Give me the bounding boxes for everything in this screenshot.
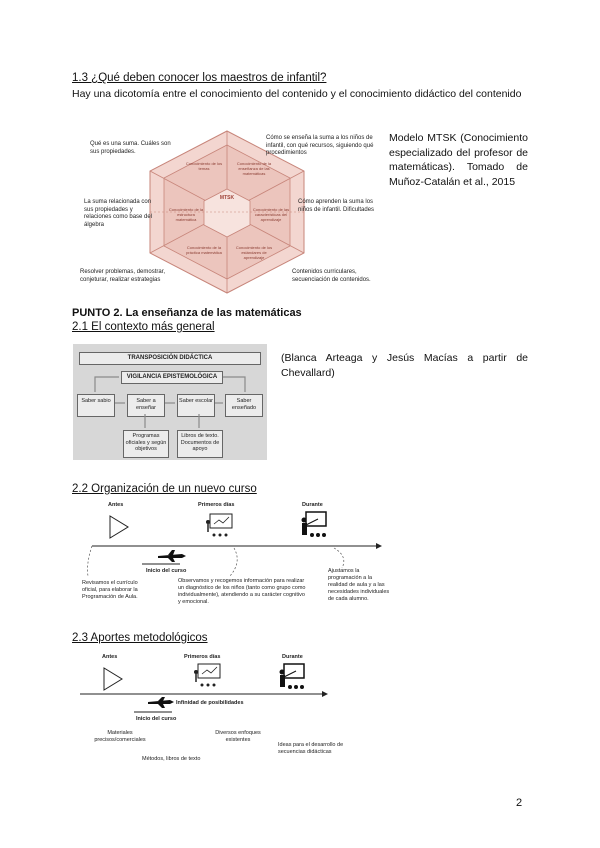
airplane-icon — [158, 550, 186, 562]
timeline2-ideas: Ideas para el desarrollo de secuencias didácticas — [278, 742, 344, 755]
vigilancia-title: VIGILANCIA EPISTEMOLÓGICA — [121, 371, 223, 384]
box-saber-ensenado: Saber enseñado — [225, 394, 263, 417]
section-heading-2-3: 2.3 Aportes metodológicos — [72, 632, 208, 644]
timeline2-durante-label: Durante — [282, 654, 303, 660]
box-programas: Programas oficiales y según objetivos — [123, 430, 169, 458]
attribution-text: (Blanca Arteaga y Jesús Macías a partir de Chevallard) — [281, 352, 528, 379]
timeline2-materiales: Materiales precisos/comerciales — [94, 730, 146, 743]
timeline-2-3 — [72, 650, 382, 770]
box-saber-sabio: Saber sabio — [77, 394, 115, 417]
mtsk-label-bottom-left: Resolver problemas, demostrar, conjeturar, realizar estrategias — [80, 269, 166, 283]
timeline1-antes-label: Antes — [108, 502, 124, 508]
mtsk-inner-4: Conocimiento de las características del aprendizaje — [252, 207, 290, 222]
mtsk-label-bottom-right: Contenidos curriculares, secuenciación de contenidos. — [292, 269, 371, 283]
section-heading-1-3: 1.3 ¿Qué deben conocer los maestros de infantil? — [72, 72, 327, 84]
mtsk-inner-5: Conocimiento de la práctica matemática — [186, 245, 222, 255]
timeline1-inicio-label: Inicio del curso — [146, 568, 187, 574]
airplane-icon — [148, 697, 174, 708]
section-heading-2-2: 2.2 Organización de un nuevo curso — [72, 483, 257, 495]
transposicion-arrows — [73, 344, 267, 460]
mtsk-caption: Modelo MTSK (Conocimiento especializado del profesor de matemáticas). Tomado de Muñoz-Catalán et al., 2015 — [389, 132, 528, 188]
timeline1-note-mid: Observamos y recogemos información para realizar un diagnóstico de los niños (tanto como grupo como individualmente), atendiendo a su carácter cognitivo y emocional. — [178, 578, 306, 605]
mtsk-inner-1: Conocimiento de los temas — [185, 161, 223, 171]
mtsk-inner-2: Conocimiento de la enseñanza de las matemáticas — [236, 161, 272, 176]
timeline2-graphics — [72, 650, 382, 730]
mtsk-label-top-right: Cómo se enseña la suma a los niños de infantil, con qué recursos, siguiendo qué procedimientos — [266, 135, 374, 156]
teacher-icon — [302, 512, 327, 537]
play-icon — [104, 668, 122, 690]
timeline2-enfoques: Diversos enfoques existentes — [215, 730, 261, 743]
timeline1-durante-label: Durante — [302, 502, 323, 508]
mtsk-label-mid-left: La suma relacionada con sus propiedades y relaciones como base del álgebra — [84, 199, 153, 228]
presentation-icon — [206, 514, 232, 537]
box-saber-ensenar: Saber a enseñar — [127, 394, 165, 417]
timeline1-note-right: Ajustamos la programación a la realidad de aula y a las necesidades individuales de cada alumno. — [328, 568, 390, 602]
mtsk-figure — [72, 127, 382, 297]
section-heading-2-1: 2.1 El contexto más general — [72, 321, 215, 333]
transposicion-title: TRANSPOSICIÓN DIDÁCTICA — [79, 352, 261, 365]
box-saber-escolar: Saber escolar — [177, 394, 215, 417]
mtsk-label-mid-right: Cómo aprenden la suma los niños de infantil. Dificultades — [298, 199, 375, 213]
timeline2-infinidad-label: Infinidad de posibilidades — [176, 700, 244, 706]
teacher-icon — [280, 664, 305, 689]
mtsk-label-top-left: Qué es una suma. Cuáles son sus propiedades. — [90, 141, 171, 155]
section-1-3-paragraph: Hay una dicotomía entre el conocimiento del contenido y el conocimiento didáctico del contenido — [72, 88, 522, 100]
timeline2-primeros-label: Primeros días — [184, 654, 221, 660]
mtsk-inner-6: Conocimiento de los estándares de aprendizaje — [235, 245, 273, 260]
timeline-2-2 — [72, 498, 390, 628]
page-number: 2 — [516, 797, 523, 809]
presentation-icon — [194, 664, 220, 687]
play-icon — [110, 516, 128, 538]
punto-2-heading: PUNTO 2. La enseñanza de las matemáticas — [72, 307, 302, 319]
timeline1-note-left: Revisamos el currículo oficial, para elaborar la Programación de Aula. — [82, 580, 138, 600]
timeline1-primeros-label: Primeros días — [198, 502, 235, 508]
timeline2-metodos: Métodos, libros de texto — [142, 756, 201, 762]
box-libros: Libros de texto. Documentos de apoyo — [177, 430, 223, 458]
mtsk-center-label: MTSK — [219, 195, 235, 201]
transposicion-diagram — [73, 344, 267, 460]
mtsk-inner-3: Conocimiento de la estructura matemática — [168, 207, 204, 222]
timeline1-graphics — [72, 498, 382, 578]
timeline2-antes-label: Antes — [102, 654, 118, 660]
timeline2-inicio-label: Inicio del curso — [136, 716, 177, 722]
